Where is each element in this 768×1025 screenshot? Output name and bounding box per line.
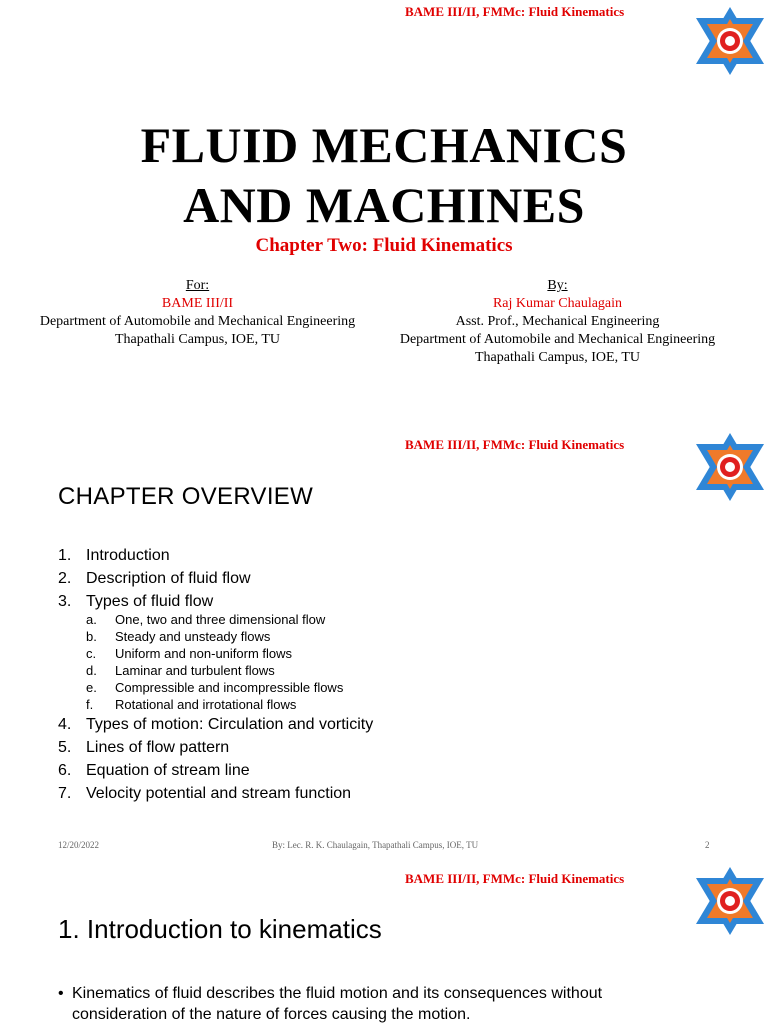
title-line-1: FLUID MECHANICS <box>140 117 628 173</box>
sub-list-item: d. Laminar and turbulent flows <box>86 663 275 678</box>
for-dept: Department of Automobile and Mechanical Engineering <box>39 314 356 329</box>
overview-list-top <box>58 544 251 613</box>
bullet-text-line-2: consideration of the nature of forces causing the motion. <box>72 1006 471 1023</box>
sub-list-item: a. One, two and three dimensional flow <box>86 612 326 627</box>
list-item: 2. Description of fluid flow <box>58 570 251 587</box>
list-item: 3. Types of fluid flow <box>58 593 214 610</box>
list-item: 4. Types of motion: Circulation and vorticity <box>58 716 374 733</box>
bullet-text-line-1: Kinematics of fluid describes the fluid motion and its consequences without <box>72 985 603 1002</box>
sub-list-item: b. Steady and unsteady flows <box>86 629 271 644</box>
sub-list-item: e. Compressible and incompressible flows <box>86 680 344 695</box>
author-position: Asst. Prof., Mechanical Engineering <box>455 314 660 329</box>
sub-list-item: c. Uniform and non-uniform flows <box>86 646 293 661</box>
overview-title: CHAPTER OVERVIEW <box>58 483 314 510</box>
subtitle-prefix: Chapter Two: <box>255 235 373 256</box>
author-dept: Department of Automobile and Mechanical Engineering <box>399 332 716 347</box>
tu-logo-icon <box>694 6 766 76</box>
intro-bullet <box>58 983 758 1025</box>
list-item: 7. Velocity potential and stream function <box>58 785 352 802</box>
title-line-2: AND MACHINES <box>183 177 585 233</box>
list-item: 5. Lines of flow pattern <box>58 739 230 756</box>
slide-header: BAME III/II, FMMc: Fluid Kinematics <box>405 437 625 452</box>
footer-date: 12/20/2022 <box>58 840 100 850</box>
author-campus: Thapathali Campus, IOE, TU <box>475 350 640 365</box>
author-name: Raj Kumar Chaulagain <box>492 296 623 311</box>
for-block <box>20 277 375 349</box>
overview-sublist <box>86 611 343 713</box>
for-label: For: <box>185 278 210 293</box>
sub-list-item: f. Rotational and irrotational flows <box>86 697 297 712</box>
footer-author: By: Lec. R. K. Chaulagain, Thapathali Campus, IOE, TU <box>272 840 479 850</box>
tu-logo-icon <box>694 432 766 502</box>
subtitle-main: Fluid Kinematics <box>372 235 513 256</box>
slide-header: BAME III/II, FMMc: Fluid Kinematics <box>405 4 625 19</box>
footer-page-number: 2 <box>705 840 710 850</box>
tu-logo-icon <box>694 866 766 936</box>
bullet-icon: • <box>58 985 64 1002</box>
slide-header: BAME III/II, FMMc: Fluid Kinematics <box>405 871 625 886</box>
chapter-subtitle <box>0 235 768 257</box>
for-class: BAME III/II <box>161 296 234 311</box>
for-campus: Thapathali Campus, IOE, TU <box>115 332 280 347</box>
list-item: 1. Introduction <box>58 547 170 564</box>
overview-list-bottom <box>58 713 373 805</box>
by-block <box>385 277 730 367</box>
by-label: By: <box>547 278 568 293</box>
intro-title: 1. Introduction to kinematics <box>58 914 382 944</box>
list-item: 6. Equation of stream line <box>58 762 250 779</box>
